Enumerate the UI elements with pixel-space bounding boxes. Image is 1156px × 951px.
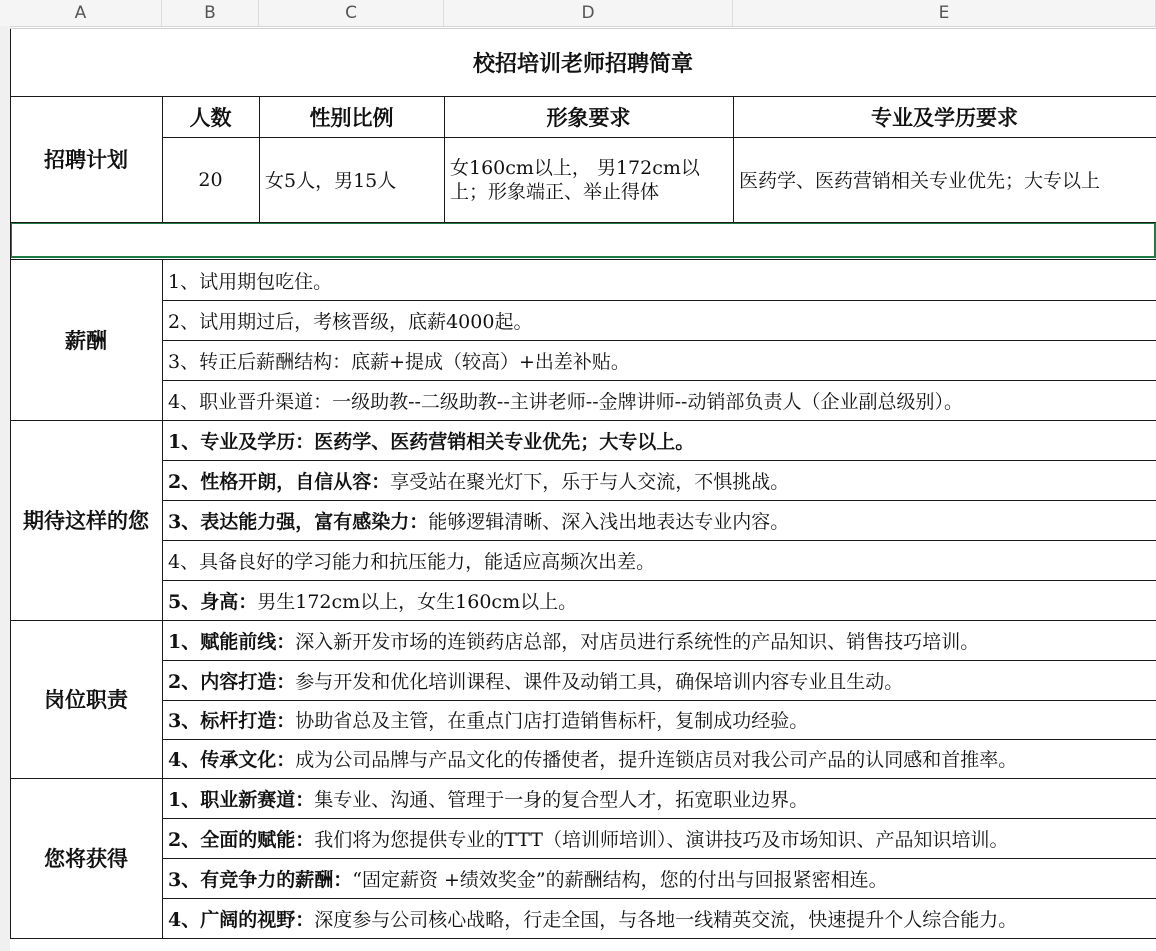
duty-item[interactable]: [162, 660, 1156, 700]
plan-label[interactable]: 招聘计划: [44, 147, 128, 172]
salary-item[interactable]: 2、试用期过后，考核晋级，底薪4000起。: [168, 310, 533, 333]
expect-item-text: 4、具备良好的学习能力和抗压能力，能适应高频次出差。: [168, 550, 656, 573]
salary-item[interactable]: 3、转正后薪酬结构：底薪+提成（较高）+出差补贴。: [168, 350, 630, 373]
column-header-b[interactable]: B: [162, 0, 259, 26]
gain-label[interactable]: 您将获得: [44, 846, 128, 871]
expect-item-bold: 1、专业及学历：医药学、医药营销相关专业优先；大专以上。: [168, 430, 695, 453]
duty-item-text: 协助省总及主管，在重点门店打造销售标杆，复制成功经验。: [295, 710, 809, 732]
column-header-c[interactable]: C: [259, 0, 444, 26]
expect-item[interactable]: [162, 500, 1156, 540]
duties-label[interactable]: 岗位职责: [44, 687, 128, 712]
gain-item-text: “固定薪资 +绩效奖金”的薪酬结构，您的付出与回报紧密相连。: [352, 868, 888, 891]
gain-item-bold: 2、全面的赋能：: [168, 828, 315, 851]
expect-item-bold: 3、表达能力强，富有感染力：: [168, 510, 429, 533]
duty-item-text: 深入新开发市场的连锁药店总部，对店员进行系统性的产品知识、销售技巧培训。: [295, 630, 980, 653]
gain-item[interactable]: [162, 818, 1156, 858]
column-header-bar: [0, 0, 1156, 27]
expect-item[interactable]: [162, 540, 1156, 580]
gain-item-text: 集专业、沟通、管理于一身的复合型人才，拓宽职业边界。: [314, 788, 809, 811]
duty-item-bold: 4、传承文化：: [168, 749, 296, 771]
page-title[interactable]: 校招培训老师招聘简章: [472, 50, 693, 77]
duty-item-text: 参与开发和优化培训课程、课件及动销工具，确保培训内容专业且生动。: [295, 670, 904, 693]
column-header-a[interactable]: A: [0, 0, 162, 26]
expect-item-text: 能够逻辑清晰、深入浅出地表达专业内容。: [428, 510, 790, 533]
column-header-d[interactable]: D: [444, 0, 733, 26]
plan-header-education[interactable]: 专业及学历要求: [871, 104, 1018, 130]
expect-label[interactable]: 期待这样的您: [23, 508, 149, 533]
plan-value-education[interactable]: 医药学、医药营销相关专业优先；大专以上: [739, 170, 1101, 192]
gain-item[interactable]: [162, 898, 1156, 938]
expect-item[interactable]: [162, 580, 1156, 620]
empty-row-cell[interactable]: [10, 222, 1156, 258]
salary-label[interactable]: 薪酬: [65, 328, 107, 353]
expect-item-text: 享受站在聚光灯下，乐于与人交流，不惧挑战。: [390, 470, 790, 493]
plan-value-count[interactable]: 20: [198, 168, 223, 191]
expect-item[interactable]: [162, 420, 1156, 460]
gain-item-bold: 3、有竞争力的薪酬：: [168, 868, 353, 891]
gain-item[interactable]: [162, 858, 1156, 898]
salary-item[interactable]: 1、试用期包吃住。: [168, 270, 333, 293]
duty-item[interactable]: [162, 700, 1156, 739]
gain-item-bold: 1、职业新赛道：: [168, 788, 315, 811]
salary-item[interactable]: 4、职业晋升渠道：一级助教--二级助教--主讲老师--金牌讲师--动销部负责人（企业副总级别）。: [168, 390, 963, 413]
duty-item-bold: 2、内容打造：: [168, 670, 296, 693]
plan-value-gender[interactable]: 女5人，男15人: [265, 170, 397, 192]
duty-item-bold: 3、标杆打造：: [168, 710, 296, 732]
gain-item-text: 深度参与公司核心战略，行走全国，与各地一线精英交流，快速提升个人综合能力。: [314, 908, 1018, 931]
gain-item-text: 我们将为您提供专业的TTT（培训师培训）、演讲技巧及市场知识、产品知识培训。: [314, 828, 1009, 851]
plan-value-appearance[interactable]: 女160cm以上， 男172cm以上；形象端正、举止得体: [450, 156, 700, 203]
duty-item[interactable]: [162, 739, 1156, 778]
duty-item[interactable]: [162, 620, 1156, 660]
plan-header-appearance[interactable]: 形象要求: [546, 104, 631, 130]
expect-item-bold: 2、性格开朗，自信从容：: [168, 470, 391, 493]
expect-item[interactable]: [162, 460, 1156, 500]
row-gutter: [0, 26, 10, 951]
duty-item-bold: 1、赋能前线：: [168, 630, 296, 653]
plan-header-gender[interactable]: 性别比例: [309, 104, 394, 130]
gain-item-bold: 4、广阔的视野：: [168, 908, 315, 931]
gain-item[interactable]: [162, 778, 1156, 818]
expect-item-text: 男生172cm以上，女生160cm以上。: [257, 590, 578, 613]
expect-item-bold: 5、身高：: [168, 590, 258, 613]
duty-item-text: 成为公司品牌与产品文化的传播使者，提升连锁店员对我公司产品的认同感和首推率。: [295, 749, 1018, 771]
column-header-e[interactable]: E: [733, 0, 1156, 26]
plan-header-count[interactable]: 人数: [189, 104, 232, 130]
